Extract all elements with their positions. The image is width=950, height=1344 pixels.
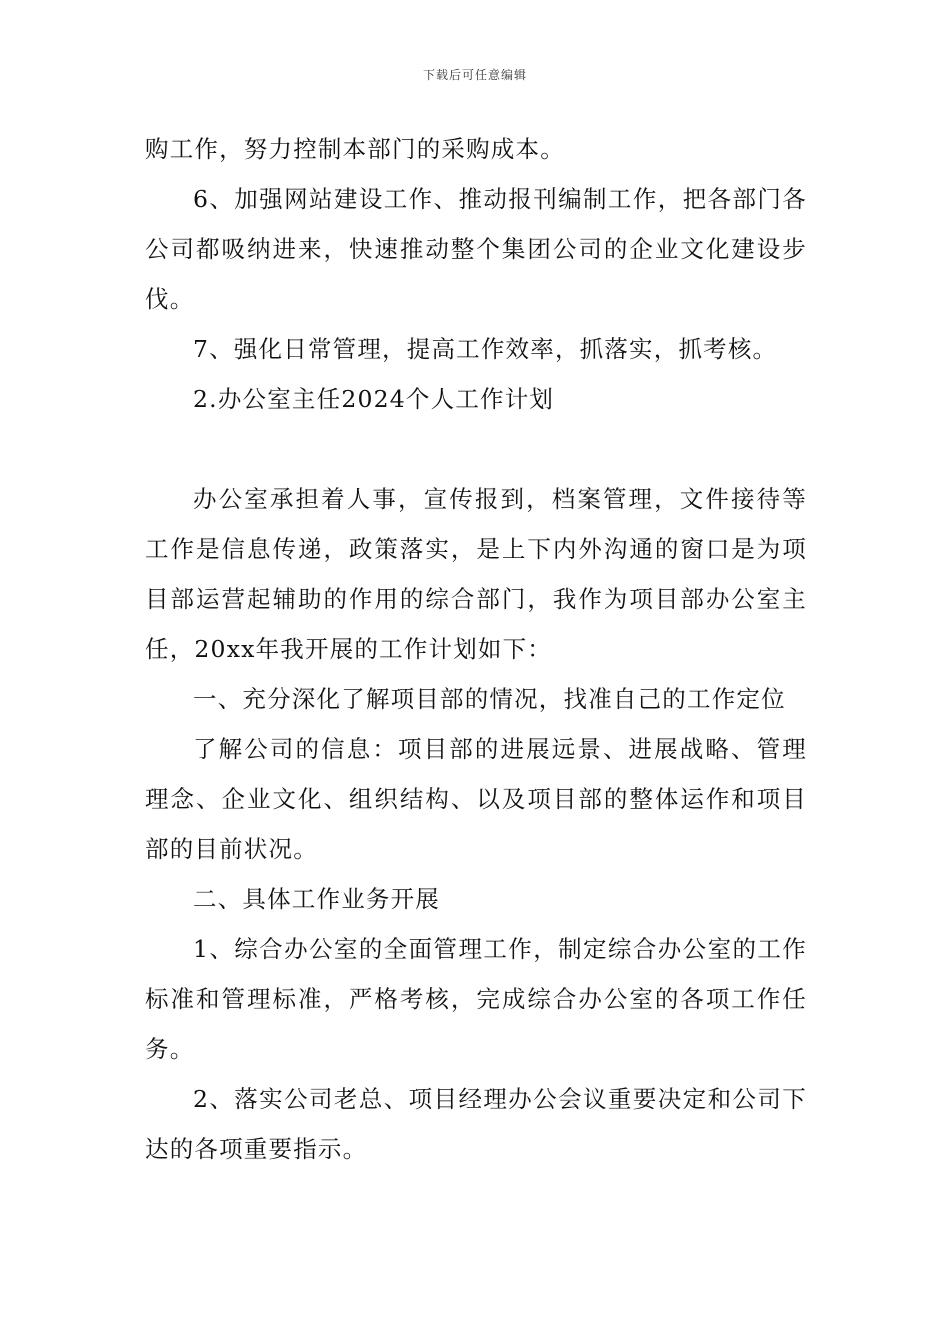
paragraph-9: 1、综合办公室的全面管理工作，制定综合办公室的工作标准和管理标准，严格考核，完成综合办公室的各项工作任务。 — [145, 935, 807, 1063]
paragraph-10: 2、落实公司老总、项目经理办公会议重要决定和公司下达的各项重要指示。 — [145, 1085, 807, 1163]
paragraph-6: 一、充分深化了解项目部的情况，找准自己的工作定位 — [193, 685, 786, 713]
paragraph-3: 7、强化日常管理，提高工作效率，抓落实，抓考核。 — [193, 335, 778, 363]
page-header: 下载后可任意编辑 — [422, 68, 527, 82]
paragraph-5: 办公室承担着人事，宣传报到，档案管理，文件接待等工作是信息传递，政策落实，是上下内外沟通的窗口是为项目部运营起辅助的作用的综合部门，我作为项目部办公室主任，20xx年我开展的工作计划如下： — [145, 485, 807, 663]
document-body — [145, 124, 807, 1174]
section-heading-2: 2.办公室主任2024个人工作计划 — [193, 385, 555, 413]
paragraph-8: 二、具体工作业务开展 — [193, 885, 440, 913]
paragraph-1: 购工作，努力控制本部门的采购成本。 — [145, 135, 565, 163]
paragraph-7: 了解公司的信息：项目部的进展远景、进展战略、管理理念、企业文化、组织结构、以及项目部的整体运作和项目部的目前状况。 — [145, 735, 807, 863]
paragraph-2: 6、加强网站建设工作、推动报刊编制工作，把各部门各公司都吸纳进来，快速推动整个集团公司的企业文化建设步伐。 — [145, 185, 807, 313]
blank-line — [145, 424, 807, 474]
